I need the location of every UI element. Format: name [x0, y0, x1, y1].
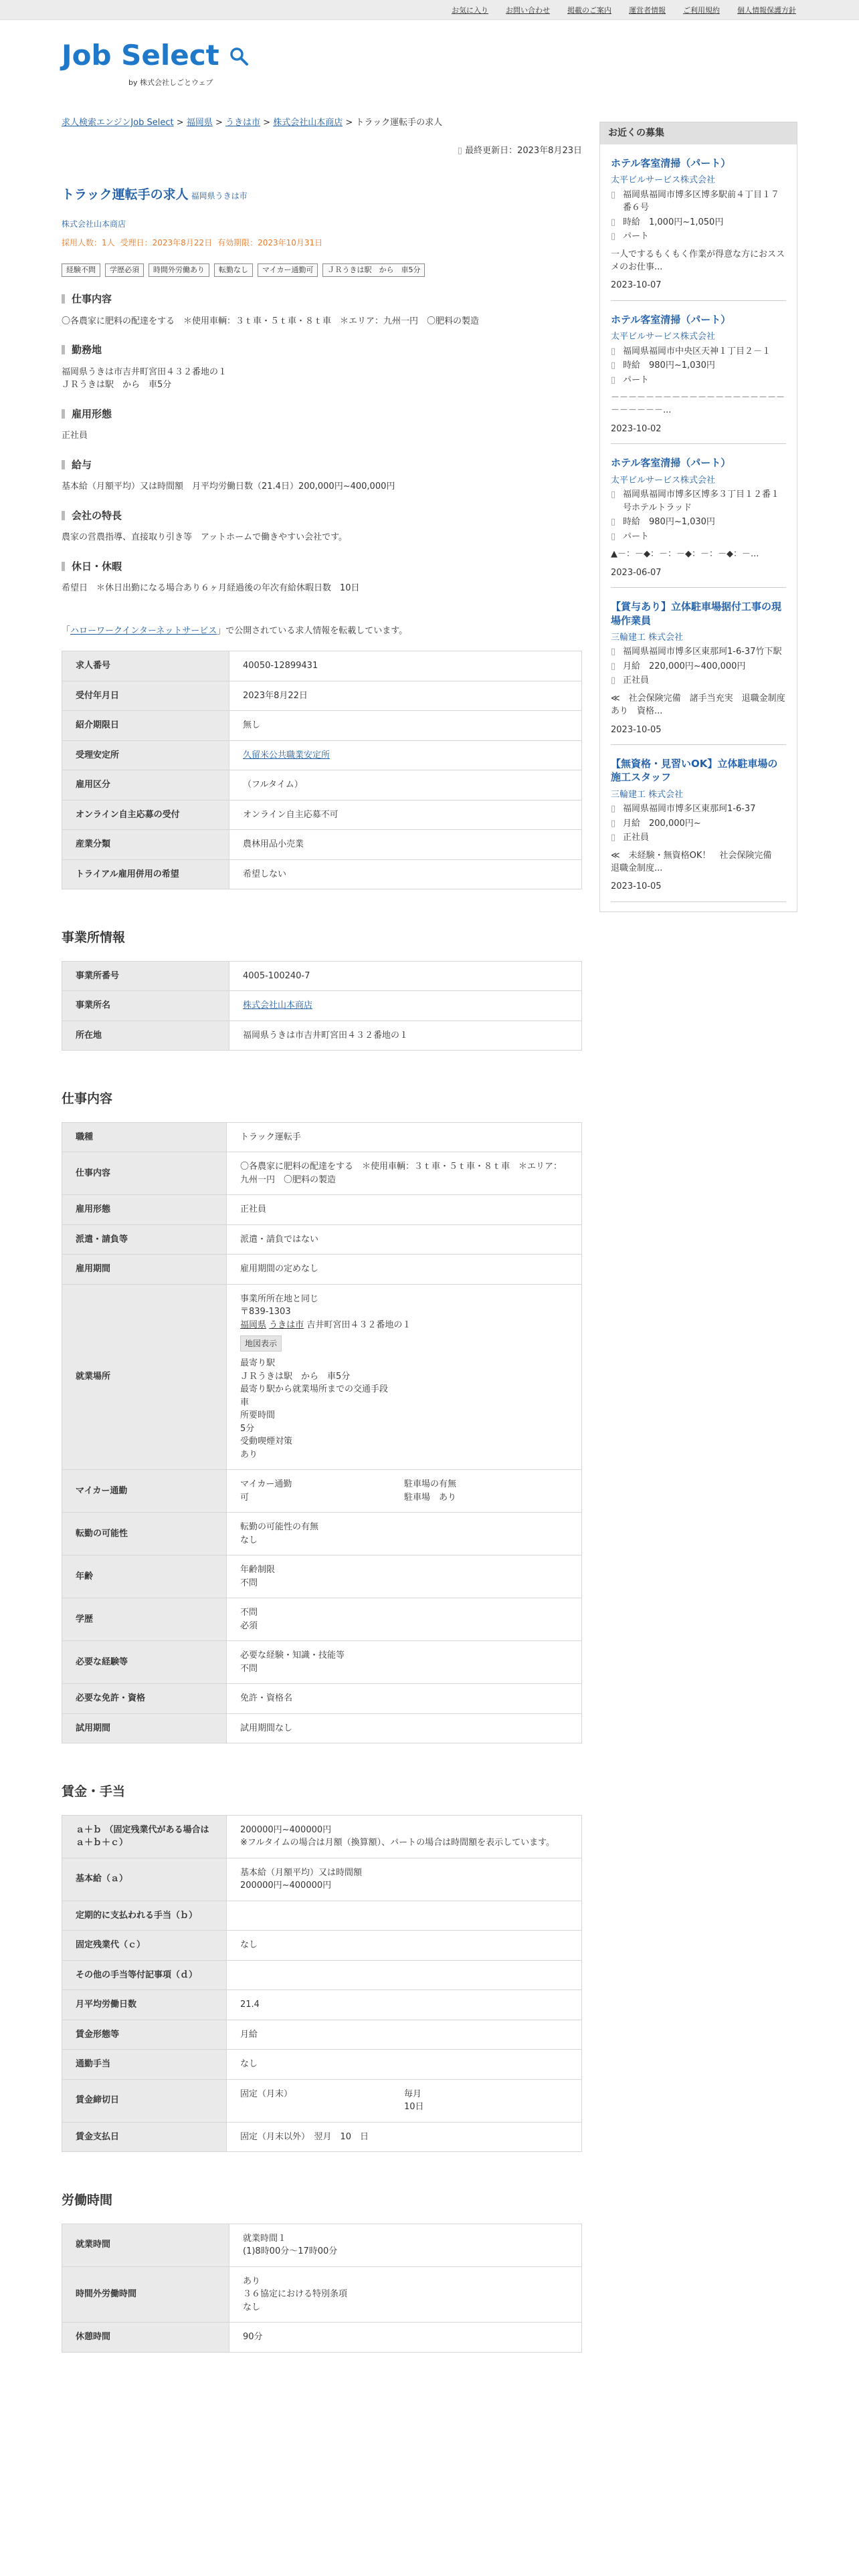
row-value: 不問 必須 — [227, 1598, 582, 1641]
section-heading — [62, 407, 582, 422]
table-row — [62, 1901, 582, 1931]
car-cell — [227, 1470, 582, 1513]
job-tag[interactable]: マイカー通勤可 — [258, 263, 318, 278]
place-addr: 吉井町宮田４３２番地の１ — [306, 1319, 411, 1330]
table-row — [62, 830, 582, 860]
search-icon — [229, 46, 249, 66]
card-company: 太平ビルサービス株式会社 — [611, 332, 716, 342]
card-company: 三輪建工 株式会社 — [611, 632, 684, 643]
row-label: 派遣・請負等 — [62, 1224, 227, 1255]
sidebar-heading: お近くの募集 — [600, 122, 797, 144]
table-row — [62, 2224, 582, 2266]
company-link[interactable]: 株式会社山本商店 — [62, 219, 126, 229]
table-row — [62, 961, 582, 991]
section-heading — [62, 457, 582, 473]
row-label: 必要な経験等 — [62, 1641, 227, 1684]
summary-section — [62, 407, 582, 443]
table-row — [62, 711, 582, 741]
job-tag[interactable]: 学歴必須 — [105, 263, 144, 278]
work-heading: 仕事内容 — [62, 1091, 113, 1106]
card-detail-text: 福岡県福岡市中央区天神１丁目２－１ — [623, 346, 771, 356]
table-row — [62, 2266, 582, 2323]
card-date: 2023-10-05 — [611, 881, 662, 892]
table-row — [62, 1555, 582, 1598]
card-title[interactable]: 【無資格・見習いOK】立体駐車場の施工スタッフ — [611, 758, 778, 784]
sidebar — [599, 122, 797, 2353]
row-value: オンライン自主応募不可 — [229, 800, 582, 830]
top-nav-link[interactable]: お気に入り — [452, 6, 488, 15]
top-nav-link[interactable]: お問い合わせ — [506, 6, 550, 15]
card-detail — [611, 802, 786, 816]
section-marker-icon — [62, 345, 65, 354]
section-text: 〇各農家に肥料の配達をする ＊使用車輌：３ｔ車・５ｔ車・８ｔ車 ＊エリア：九州一円 〇肥料の製造 — [62, 316, 480, 326]
section-text: 農家の営農指導、直接取り引き等 アットホームで働きやすい会社です。 — [62, 532, 348, 542]
site-logo[interactable] — [62, 41, 797, 70]
detail-icon: ▯ — [611, 217, 616, 227]
hours-heading: 労働時間 — [62, 2193, 113, 2208]
detail-icon: ▯ — [611, 490, 616, 500]
job-tag[interactable]: 転勤なし — [214, 263, 253, 278]
source-notice — [62, 625, 582, 638]
top-nav-item — [683, 5, 720, 17]
site-header — [62, 20, 797, 107]
main-content — [62, 107, 582, 2353]
top-nav-item — [452, 5, 488, 17]
row-value: なし — [227, 2050, 582, 2080]
row-label: 通勤手当 — [62, 2050, 227, 2080]
top-nav — [0, 0, 859, 17]
card-detail-text: 時給 980円~1,030円 — [623, 360, 715, 371]
row-value: （フルタイム） — [229, 770, 582, 800]
row-label: 職種 — [62, 1122, 227, 1152]
map-button[interactable]: 地図表示 — [240, 1335, 282, 1352]
row-label: 基本給（ａ） — [62, 1858, 227, 1901]
summary-section — [62, 559, 582, 595]
row-value: トラック運転手 — [227, 1122, 582, 1152]
notice-suffix: 」で公開されている求人情報を転載しています。 — [217, 625, 408, 636]
table-row — [62, 1152, 582, 1195]
car-commute: マイカー通勤 可 — [240, 1479, 292, 1503]
card-detail-text: 月給 220,000円~400,000円 — [623, 661, 746, 671]
table-row — [62, 770, 582, 800]
row-label: その他の手当等付記事項（ｄ） — [62, 1960, 227, 1990]
card-detail — [611, 660, 786, 673]
detail-icon: ▯ — [611, 346, 616, 356]
summary-section — [62, 457, 582, 494]
detail-icon: ▯ — [611, 517, 616, 528]
work-table — [62, 1122, 582, 1744]
close-type: 固定（月末） — [240, 2088, 293, 2099]
card-detail — [611, 516, 786, 529]
detail-icon: ▯ — [611, 804, 616, 815]
last-updated-text: 最終更新日：2023年8月23日 — [465, 145, 582, 156]
row-label: 固定残業代（ｃ） — [62, 1931, 227, 1961]
row-label: 所在地 — [62, 1021, 229, 1051]
row-value: 希望しない — [229, 859, 582, 889]
table-row — [62, 1931, 582, 1961]
table-row — [62, 1255, 582, 1285]
row-value: 90分 — [229, 2323, 582, 2353]
detail-icon: ▯ — [611, 374, 616, 385]
section-title: 雇用形態 — [72, 407, 112, 420]
pref-link[interactable]: 福岡県 — [240, 1319, 267, 1330]
row-label: 学歴 — [62, 1598, 227, 1641]
row-value: 固定（月末以外） 翌月 10 日 — [227, 2122, 582, 2152]
table-row — [62, 991, 582, 1021]
card-description: ▲－：－◆：－：－◆：－：－◆：－... — [611, 549, 759, 560]
row-value: 200000円~400000円 ※フルタイムの場合は月額（換算額）、パートの場合は時間額を表示しています。 — [227, 1815, 582, 1858]
card-detail-text: 福岡県福岡市博多区博多駅前４丁目１７番６号 — [623, 189, 780, 213]
section-marker-icon — [62, 562, 65, 571]
card-detail — [611, 817, 786, 831]
table-row — [62, 859, 582, 889]
card-detail — [611, 530, 786, 544]
detail-icon: ▯ — [611, 833, 616, 843]
card-detail — [611, 674, 786, 687]
row-value: 無し — [229, 711, 582, 741]
place-line: 事業所所在地と同じ — [240, 1293, 319, 1304]
card-description: 一人でするもくもく作業が得意な方におススメのお仕事... — [611, 249, 785, 272]
job-tag[interactable]: ＪＲうきは駅 から 車5分 — [322, 263, 425, 278]
table-row — [62, 1815, 582, 1858]
row-label: 時間外労働時間 — [62, 2266, 229, 2323]
detail-icon: ▯ — [611, 647, 616, 657]
hours-table — [62, 2224, 582, 2353]
card-title[interactable]: ホテル客室清掃（パート） — [611, 457, 731, 469]
table-row — [62, 681, 582, 711]
row-value: 〇各農家に肥料の配達をする ＊使用車輌：３ｔ車・５ｔ車・８ｔ車 ＊エリア：九州一円 〇肥料の製造 — [227, 1152, 582, 1195]
table-row — [62, 1990, 582, 2020]
card-detail — [611, 488, 786, 514]
card-detail-text: 福岡県福岡市博多区博多３丁目１２番１号ホテルトラッド — [623, 490, 780, 513]
summary-section — [62, 508, 582, 544]
section-title: 勤務地 — [72, 344, 102, 356]
section-title: 休日・休暇 — [72, 560, 122, 572]
last-updated — [62, 144, 582, 158]
table-row — [62, 1641, 582, 1684]
place-details: 最寄り駅 ＪＲうきは駅 から 車5分 最寄り駅から就業場所までの交通手段 車 所要時間 5分 受動喫煙対策 あり — [240, 1358, 389, 1460]
card-detail — [611, 359, 786, 372]
row-label: 事業所名 — [62, 991, 229, 1021]
top-nav-link[interactable]: 運営者情報 — [629, 6, 666, 15]
logo-text[interactable]: Job Select — [62, 39, 219, 72]
card-company: 太平ビルサービス株式会社 — [611, 175, 716, 186]
card-detail — [611, 216, 786, 229]
notice-prefix: 「 — [62, 625, 71, 636]
breadcrumb-link[interactable]: 福岡県 — [186, 118, 213, 128]
detail-icon: ▯ — [611, 231, 616, 242]
row-label: 就業時間 — [62, 2224, 229, 2266]
close-cell — [227, 2079, 582, 2122]
table-row — [62, 1713, 582, 1743]
card-detail — [611, 374, 786, 387]
card-detail — [611, 345, 786, 358]
section-marker-icon — [62, 511, 65, 520]
breadcrumb: 求人検索エンジンJob Select > 福岡県 > うきは市 > 株式会社山本商店 > トラック運転手の求人 — [62, 118, 443, 128]
row-label: 事業所番号 — [62, 961, 229, 991]
row-label: オンライン自主応募の受付 — [62, 800, 229, 830]
table-row — [62, 1224, 582, 1255]
card-date: 2023-10-07 — [611, 280, 662, 291]
job-meta-item: 受理日：2023年8月22日 — [120, 237, 213, 247]
hellowork-link[interactable]: ハローワークインターネットサービス — [70, 625, 217, 636]
row-label: 必要な免許・資格 — [62, 1684, 227, 1714]
logo-subtitle: by 株式会社しごとウェブ — [128, 78, 213, 87]
table-row — [62, 740, 582, 770]
breadcrumb-link[interactable]: 株式会社山本商店 — [273, 118, 343, 128]
card-detail-text: パート — [623, 374, 650, 385]
section-title: 会社の特長 — [72, 509, 122, 522]
card-date: 2023-10-05 — [611, 724, 662, 735]
row-label: 仕事内容 — [62, 1152, 227, 1195]
table-row — [62, 1960, 582, 1990]
table-row — [62, 1470, 582, 1513]
card-company: 三輪建工 株式会社 — [611, 789, 684, 800]
table-row — [62, 1284, 582, 1470]
job-card[interactable] — [611, 301, 786, 444]
row-label: 年齢 — [62, 1555, 227, 1598]
row-value: 必要な経験・知識・技能等 不問 — [227, 1641, 582, 1684]
section-heading — [62, 292, 582, 307]
top-bar — [0, 0, 859, 20]
detail-icon: ▯ — [611, 661, 616, 671]
clock-icon: ▯ — [457, 145, 466, 156]
breadcrumb-link[interactable]: 求人検索エンジンJob Select — [62, 118, 174, 128]
row-link[interactable]: 株式会社山本商店 — [243, 1000, 313, 1010]
row-value: 4005-100240-7 — [229, 961, 582, 991]
row-value: なし — [227, 1931, 582, 1961]
table-row — [62, 1122, 582, 1152]
section-marker-icon — [62, 409, 65, 419]
job-card[interactable] — [611, 588, 786, 745]
office-heading: 事業所情報 — [62, 930, 126, 945]
job-tags — [62, 263, 582, 278]
card-detail-text: 福岡県福岡市博多区東那珂1-6-37竹下駅 — [623, 647, 782, 657]
job-meta-item: 有効期限：2023年10月31日 — [217, 237, 323, 247]
row-label: 月平均労働日数 — [62, 1990, 227, 2020]
section-title: 給与 — [72, 458, 92, 471]
card-title[interactable]: ホテル客室清掃（パート） — [611, 157, 731, 169]
job-card[interactable] — [611, 444, 786, 588]
section-marker-icon — [62, 460, 65, 469]
row-label: 雇用区分 — [62, 770, 229, 800]
job-meta — [62, 237, 582, 249]
section-text: 基本給（月額平均）又は時間額 月平均労働日数（21.4日）200,000円~400,000円 — [62, 481, 395, 492]
row-label: 受付年月日 — [62, 681, 229, 711]
row-label: トライアル雇用併用の希望 — [62, 859, 229, 889]
row-value: 免許・資格名 — [227, 1684, 582, 1714]
breadcrumb-current: トラック運転手の求人 — [355, 118, 443, 128]
wage-heading: 賃金・手当 — [62, 1784, 126, 1799]
row-value: 試用期間なし — [227, 1713, 582, 1743]
table-row — [62, 1858, 582, 1901]
job-summary-table — [62, 651, 582, 889]
detail-icon: ▯ — [611, 189, 616, 200]
row-value: 40050-12899431 — [229, 651, 582, 681]
row-value: 雇用期間の定めなし — [227, 1255, 582, 1285]
row-value: 就業時間１ (1)8時00分～17時00分 — [229, 2224, 582, 2266]
card-detail-text: 正社員 — [623, 833, 650, 843]
row-label: 賃金支払日 — [62, 2122, 227, 2152]
card-detail-text: 時給 1,000円~1,050円 — [623, 217, 724, 227]
row-value: 福岡県うきは市吉井町宮田４３２番地の１ — [229, 1021, 582, 1051]
card-detail-text: 福岡県福岡市博多区東那珂1-6-37 — [623, 804, 756, 815]
row-link[interactable]: 久留米公共職業安定所 — [243, 750, 330, 760]
row-value: 月給 — [227, 2020, 582, 2050]
card-description: ≪ 社会保険完備 諸手当充実 退職金制度あり 資格... — [611, 693, 785, 716]
table-row — [62, 2122, 582, 2152]
card-detail-text: 正社員 — [623, 675, 650, 686]
top-nav-item — [737, 5, 796, 17]
job-card[interactable] — [611, 745, 786, 902]
table-row — [62, 651, 582, 681]
table-row — [62, 1021, 582, 1051]
row-label: 賃金形態等 — [62, 2020, 227, 2050]
row-value: 農林用品小売業 — [229, 830, 582, 860]
top-nav-item — [506, 5, 550, 17]
job-city: 福岡県うきは市 — [191, 191, 248, 201]
job-title-text: トラック運転手の求人 — [62, 187, 189, 202]
table-row — [62, 1598, 582, 1641]
breadcrumb-link[interactable]: うきは市 — [225, 118, 261, 128]
detail-icon: ▯ — [611, 360, 616, 371]
card-description: ≪ 未経験・無資格OK！ 社会保険完備 退職金制度... — [611, 850, 781, 873]
card-date: 2023-06-07 — [611, 567, 662, 578]
card-detail-text: パート — [623, 531, 650, 542]
row-value: 21.4 — [227, 1990, 582, 2020]
table-row — [62, 800, 582, 830]
row-label: 求人番号 — [62, 651, 229, 681]
table-row — [62, 1684, 582, 1714]
row-label: 産業分類 — [62, 830, 229, 860]
row-value: 基本給（月額平均）又は時間額 200000円~400000円 — [227, 1858, 582, 1901]
table-row — [62, 2020, 582, 2050]
row-value — [227, 1901, 582, 1931]
office-table — [62, 961, 582, 1051]
card-detail — [611, 831, 786, 845]
row-label: 定期的に支払われる手当（ｂ） — [62, 1901, 227, 1931]
city-link[interactable]: うきは市 — [269, 1319, 304, 1330]
section-marker-icon — [62, 294, 65, 304]
row-label: 就業場所 — [62, 1284, 227, 1470]
job-tag[interactable]: 時間外労働あり — [149, 263, 209, 278]
row-label: マイカー通勤 — [62, 1470, 227, 1513]
row-label: 転勤の可能性 — [62, 1513, 227, 1555]
row-label: 雇用期間 — [62, 1255, 227, 1285]
row-value — [229, 740, 582, 770]
row-label: 受理安定所 — [62, 740, 229, 770]
top-nav-item — [629, 5, 666, 17]
row-label: ａ＋ｂ （固定残業代がある場合はａ＋ｂ＋ｃ） — [62, 1815, 227, 1858]
card-company: 太平ビルサービス株式会社 — [611, 475, 716, 486]
detail-icon: ▯ — [611, 818, 616, 829]
summary-section — [62, 342, 582, 392]
row-label: 試用期間 — [62, 1713, 227, 1743]
parking: 駐車場の有無 駐車場 あり — [404, 1479, 457, 1503]
job-tag[interactable]: 経験不問 — [62, 263, 100, 278]
top-nav-link[interactable]: ご利用規約 — [683, 6, 720, 15]
section-text: 福岡県うきは市吉井町宮田４３２番地の１ ＪＲうきは駅 から 車5分 — [62, 366, 227, 390]
job-meta-item: 採用人数：1人 — [62, 237, 115, 247]
card-detail-text: パート — [623, 231, 650, 242]
row-value: 2023年8月22日 — [229, 681, 582, 711]
section-heading — [62, 342, 582, 358]
close-day: 毎月 10日 — [404, 2088, 424, 2112]
place-zip: 〒839-1303 — [240, 1307, 291, 1317]
table-row — [62, 1195, 582, 1225]
row-value: 転勤の可能性の有無 なし — [227, 1513, 582, 1555]
row-value: 正社員 — [227, 1195, 582, 1225]
card-detail — [611, 189, 786, 215]
card-detail — [611, 230, 786, 243]
row-value — [229, 991, 582, 1021]
wage-table — [62, 1815, 582, 2153]
card-detail-text: 時給 980円~1,030円 — [623, 517, 715, 528]
row-label: 紹介期限日 — [62, 711, 229, 741]
top-nav-link[interactable]: 掲載のご案内 — [567, 6, 611, 15]
row-label: 賃金締切日 — [62, 2079, 227, 2122]
card-title[interactable]: ホテル客室清掃（パート） — [611, 313, 731, 326]
row-label: 休憩時間 — [62, 2323, 229, 2353]
table-row — [62, 2079, 582, 2122]
section-text: 希望日 ＊休日出勤になる場合あり６ヶ月経過後の年次有給休暇日数 10日 — [62, 583, 360, 593]
section-heading — [62, 559, 582, 574]
row-label: 雇用形態 — [62, 1195, 227, 1225]
nearby-jobs — [599, 122, 797, 912]
row-value: 派遣・請負ではない — [227, 1224, 582, 1255]
detail-icon: ▯ — [611, 531, 616, 542]
card-detail-text: 月給 200,000円~ — [623, 818, 701, 829]
section-heading — [62, 508, 582, 524]
table-row — [62, 2323, 582, 2353]
table-row — [62, 1513, 582, 1555]
summary-section — [62, 292, 582, 328]
card-date: 2023-10-02 — [611, 423, 662, 434]
card-title[interactable]: 【賞与あり】立体駐車場据付工事の現場作業員 — [611, 601, 782, 627]
row-value — [227, 1960, 582, 1990]
row-value: 年齢制限 不問 — [227, 1555, 582, 1598]
job-title — [62, 185, 582, 205]
row-value: あり ３６協定における特別条項 なし — [229, 2266, 582, 2323]
job-card[interactable] — [611, 144, 786, 301]
workplace-cell — [227, 1284, 582, 1470]
top-nav-link[interactable]: 個人情報保護方針 — [737, 6, 796, 15]
card-detail — [611, 645, 786, 659]
table-row — [62, 2050, 582, 2080]
section-text: 正社員 — [62, 431, 88, 441]
detail-icon: ▯ — [611, 675, 616, 686]
section-title: 仕事内容 — [72, 293, 112, 305]
top-nav-item — [567, 5, 611, 17]
card-description: －－－－－－－－－－－－－－－－－－－－－－－－－－... — [611, 393, 785, 416]
